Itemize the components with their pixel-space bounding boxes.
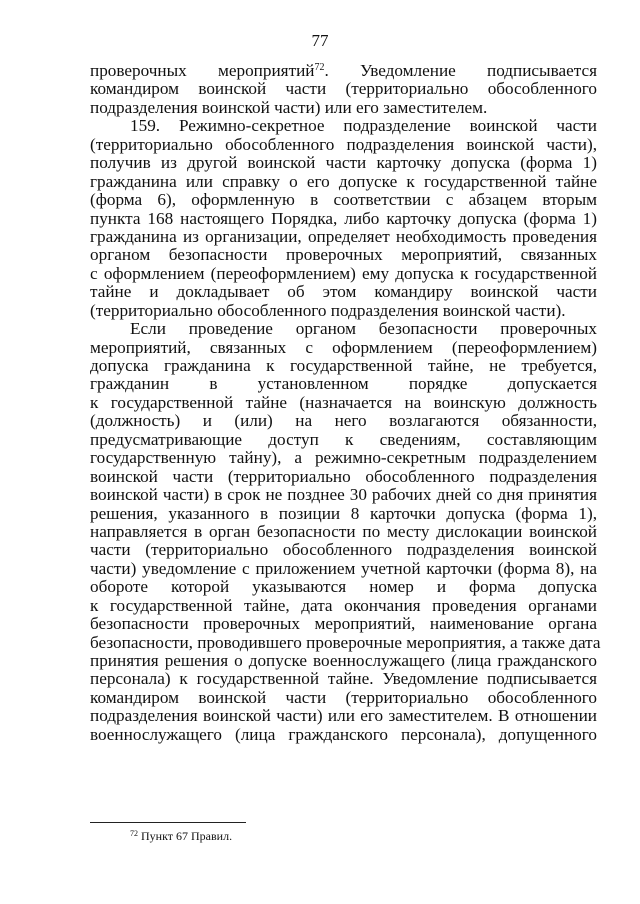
page-number: 77 (311, 31, 329, 50)
text-line: мероприятий, связанных с оформлением (переоформлением) (90, 337, 597, 357)
text-line: к государственной тайне, дата окончания проведения органами (90, 595, 597, 615)
text-line: государственную тайну), а режимно-секретным подразделением (90, 448, 597, 468)
text-line: командиром воинской части (территориально обособленного (90, 687, 597, 707)
text-line: военнослужащего (лица гражданского персонала), допущенного (90, 724, 597, 744)
text-line: подразделения воинской части) или его заместителем. В отношении (90, 706, 597, 726)
text-line: воинской части) в срок не позднее 30 рабочих дней со дня принятия (90, 485, 597, 505)
document-body (90, 61, 601, 744)
text-line: (территориально обособленного подразделения воинской части). (90, 300, 566, 320)
text-line: органом безопасности проверочных мероприятий, связанных (90, 245, 597, 265)
text-line: тайне и докладывает об этом командиру воинской части (90, 282, 597, 302)
text-line: принятия решения о допуске военнослужащего (лица гражданского (90, 651, 597, 670)
text-line: получив из другой воинской части карточку допуска (форма 1) (90, 153, 597, 173)
text-line: гражданин в установленном порядке допускается (90, 374, 597, 394)
text-line: (форма 6), оформленную в соответствии с абзацем вторым (90, 190, 597, 210)
text-line: обороте которой указываются номер и форма допуска (90, 577, 597, 597)
footnote-divider (90, 822, 246, 823)
footnote-text: Пункт 67 Правил. (141, 829, 233, 843)
text-line: с оформлением (переоформлением) ему допуска к государственной (90, 263, 597, 283)
footnote-mark: 72 (130, 829, 138, 838)
text-fragment: . Уведомление подписывается (324, 61, 598, 80)
text-line: направляется в орган безопасности по месту дислокации воинской (90, 521, 597, 541)
text-line: 159. Режимно-секретное подразделение воинской части (130, 116, 597, 136)
text-line: предусматривающие доступ к сведениям, составляющим (90, 429, 597, 449)
text-line: части (территориально обособленного подразделения воинской (90, 540, 597, 560)
text-line: гражданина из организации, определяет необходимость проведения (90, 226, 597, 246)
footnote-reference[interactable]: 72 (314, 62, 325, 73)
text-line: персонала) к государственной тайне. Уведомление подписывается (90, 669, 597, 689)
text-line: Если проведение органом безопасности проверочных (130, 319, 597, 339)
text-line: воинской части (территориально обособленного подразделения (90, 466, 597, 486)
text-line (90, 62, 597, 80)
text-line: безопасности, проводившего проверочные мероприятия, а также дата (90, 632, 601, 652)
text-line: безопасности проверочных мероприятий, наименование органа (90, 614, 597, 634)
text-line: гражданина или справку о его допуске к государственной тайне (90, 171, 597, 191)
text-line: части) уведомление с приложением учетной карточки (форма 8), на (90, 558, 597, 578)
text-line: пункта 168 настоящего Порядка, либо карточку допуска (форма 1) (90, 208, 597, 228)
text-line: к государственной тайне (назначается на воинскую должность (90, 392, 597, 412)
text-line: (должность) и (или) на него возлагаются обязанности, (90, 411, 597, 431)
text-line: (территориально обособленного подразделения воинской части), (90, 134, 597, 154)
text-line: подразделения воинской части) или его заместителем. (90, 97, 488, 117)
text-line: допуска гражданина к государственной тайне, не требуется, (90, 356, 597, 375)
text-line: командиром воинской части (территориально обособленного (90, 79, 597, 99)
text-fragment: проверочных мероприятий (90, 61, 315, 80)
text-line: решения, указанного в позиции 8 карточки допуска (форма 1), (90, 503, 597, 523)
footnote (130, 829, 232, 844)
